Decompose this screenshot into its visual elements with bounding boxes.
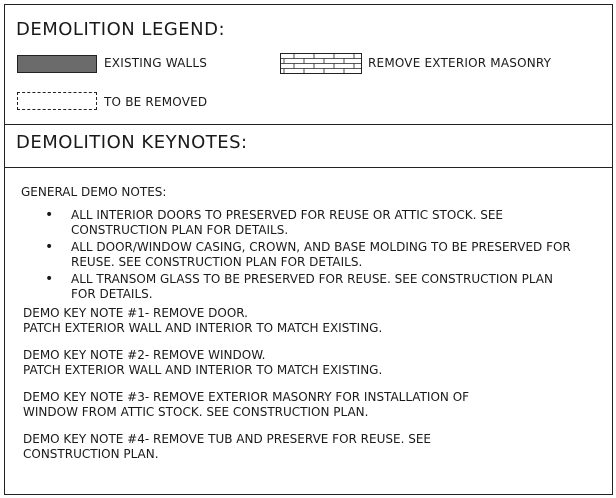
general-note-text: ALL DOOR/WINDOW CASING, CROWN, AND BASE MOLDING TO BE PRESERVED FOR REUSE. SEE CONSTRUCTION PLAN FOR DETAILS.	[71, 240, 571, 269]
key-note-1	[23, 306, 601, 336]
to-be-removed-swatch	[17, 92, 97, 110]
legend-divider	[5, 124, 612, 125]
key-note-line: PATCH EXTERIOR WALL AND INTERIOR TO MATCH EXISTING.	[23, 321, 383, 335]
keynotes-divider	[5, 167, 612, 168]
general-note-text: ALL TRANSOM GLASS TO BE PRESERVED FOR REUSE. SEE CONSTRUCTION PLAN FOR DETAILS.	[71, 272, 553, 301]
key-note-line: PATCH EXTERIOR WALL AND INTERIOR TO MATCH EXISTING.	[23, 363, 383, 377]
key-note-line: DEMO KEY NOTE #3- REMOVE EXTERIOR MASONRY FOR INSTALLATION OF	[23, 390, 470, 404]
remove-masonry-label: REMOVE EXTERIOR MASONRY	[368, 56, 552, 70]
keynotes-body	[21, 185, 601, 474]
drawing-sheet	[4, 4, 613, 495]
key-note-line: WINDOW FROM ATTIC STOCK. SEE CONSTRUCTION PLAN.	[23, 405, 369, 419]
key-note-3	[23, 390, 601, 420]
keynotes-title: DEMOLITION KEYNOTES:	[16, 132, 248, 153]
general-note-text: ALL INTERIOR DOORS TO PRESERVED FOR REUSE OR ATTIC STOCK. SEE CONSTRUCTION PLAN FOR DETAILS.	[71, 208, 503, 237]
general-notes-title: GENERAL DEMO NOTES:	[21, 185, 167, 199]
masonry-hatch-swatch	[280, 53, 362, 74]
general-notes-list	[21, 208, 601, 302]
key-note-4	[23, 432, 601, 462]
general-note-item	[45, 271, 571, 302]
bullet-icon: •	[45, 271, 54, 287]
key-note-line: DEMO KEY NOTE #4- REMOVE TUB AND PRESERVE FOR REUSE. SEE	[23, 432, 431, 446]
bullet-icon: •	[45, 207, 54, 223]
to-be-removed-label: TO BE REMOVED	[104, 95, 208, 109]
key-note-line: DEMO KEY NOTE #2- REMOVE WINDOW.	[23, 348, 266, 362]
existing-walls-swatch	[17, 55, 97, 73]
general-note-item	[45, 239, 571, 270]
key-note-line: DEMO KEY NOTE #1- REMOVE DOOR.	[23, 306, 248, 320]
existing-walls-label: EXISTING WALLS	[104, 56, 208, 70]
bullet-icon: •	[45, 239, 54, 255]
key-note-2	[23, 348, 601, 378]
key-note-line: CONSTRUCTION PLAN.	[23, 447, 159, 461]
legend-title: DEMOLITION LEGEND:	[16, 19, 226, 40]
general-note-item	[45, 207, 571, 238]
